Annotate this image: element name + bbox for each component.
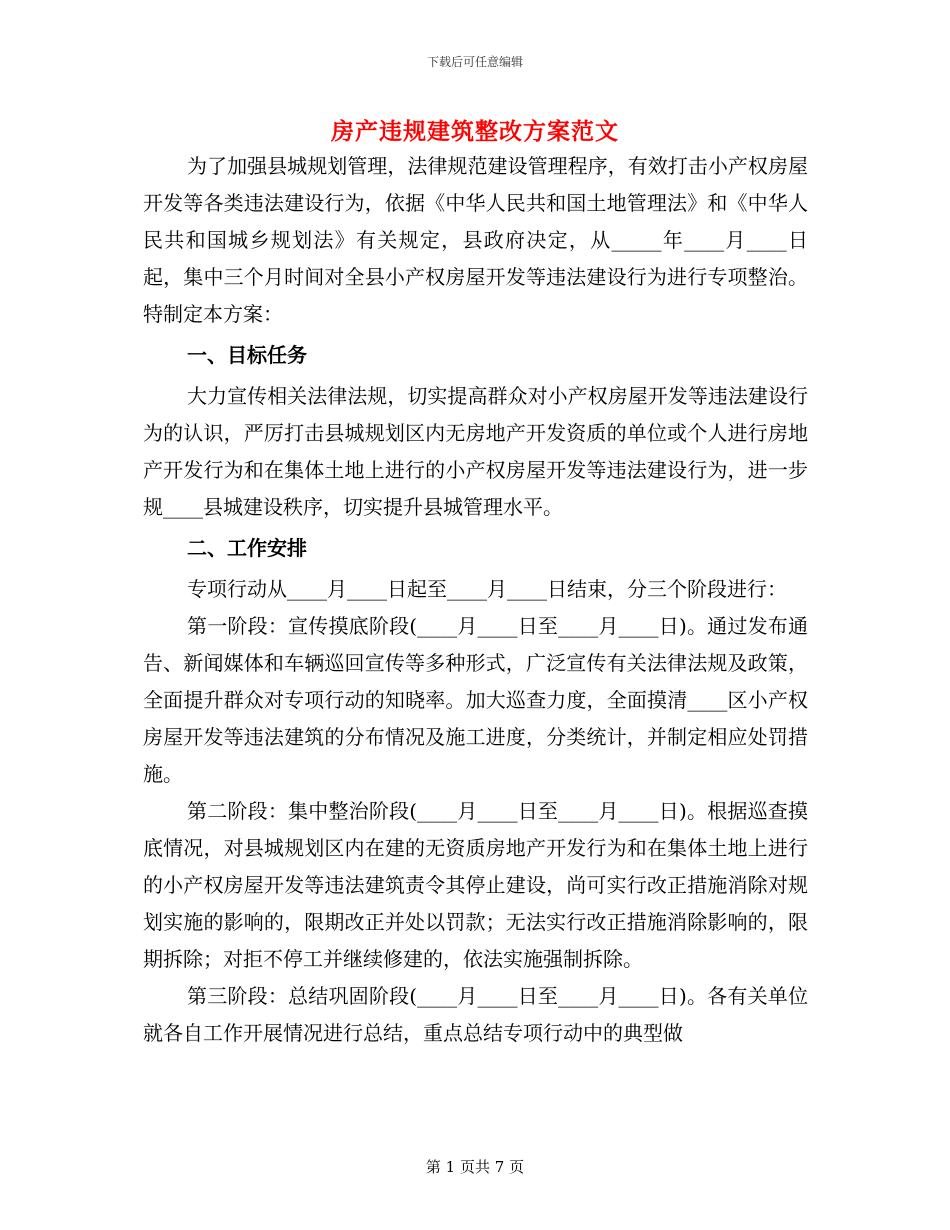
intro-paragraph: 为了加强县城规划管理，法律规范建设管理程序，有效打击小产权房屋开发等各类违法建设行为，依据《中华人民共和国土地管理法》和《中华人民共和国城乡规划法》有关规定，县政府决定，从_____年____月____日起，集中三个月时间对全县小产权房屋开发等违法建设行为进行专项整治。特制定本方案：	[143, 154, 808, 326]
phase-one-paragraph: 第一阶段：宣传摸底阶段(____月____日至____月____日)。通过发布通告、新闻媒体和车辆巡回宣传等多种形式，广泛宣传有关法律法规及政策，全面提升群众对专项行动的知晓率。加大巡查力度，全面摸清____区小产权房屋开发等违法建筑的分布情况及施工进度，分类统计，并制定相应处罚措施。	[143, 614, 808, 786]
section-heading-goals: 一、目标任务	[187, 343, 307, 367]
phase-three-paragraph: 第三阶段：总结巩固阶段(____月____日至____月____日)。各有关单位就各自工作开展情况进行总结，重点总结专项行动中的典型做	[143, 984, 808, 1045]
document-title: 房产违规建筑整改方案范文	[331, 118, 619, 145]
page-number-footer: 第 1 页共 7 页	[425, 1158, 525, 1176]
section-heading-arrangements: 二、工作安排	[187, 536, 307, 560]
page-header-note: 下载后可任意编辑	[426, 55, 523, 69]
phase-two-paragraph: 第二阶段：集中整治阶段(____月____日至____月____日)。根据巡查摸底情况，对县城规划区内在建的无资质房地产开发行为和在集体土地上进行的小产权房屋开发等违法建筑责令其停止建设，尚可实行改正措施消除对规划实施的影响的，限期改正并处以罚款；无法实行改正措施消除影响的，限期拆除；对拒不停工并继续修建的，依法实施强制拆除。	[143, 799, 808, 971]
arrangements-intro-paragraph: 专项行动从____月____日起至____月____日结束，分三个阶段进行：	[187, 577, 787, 601]
goals-paragraph: 大力宣传相关法律法规，切实提高群众对小产权房屋开发等违法建设行为的认识，严厉打击县城规划区内无房地产开发资质的单位或个人进行房地产开发行为和在集体土地上进行的小产权房屋开发等违法建设行为，进一步规____县城建设秩序，切实提升县城管理水平。	[143, 384, 808, 519]
document-body	[143, 148, 808, 1052]
